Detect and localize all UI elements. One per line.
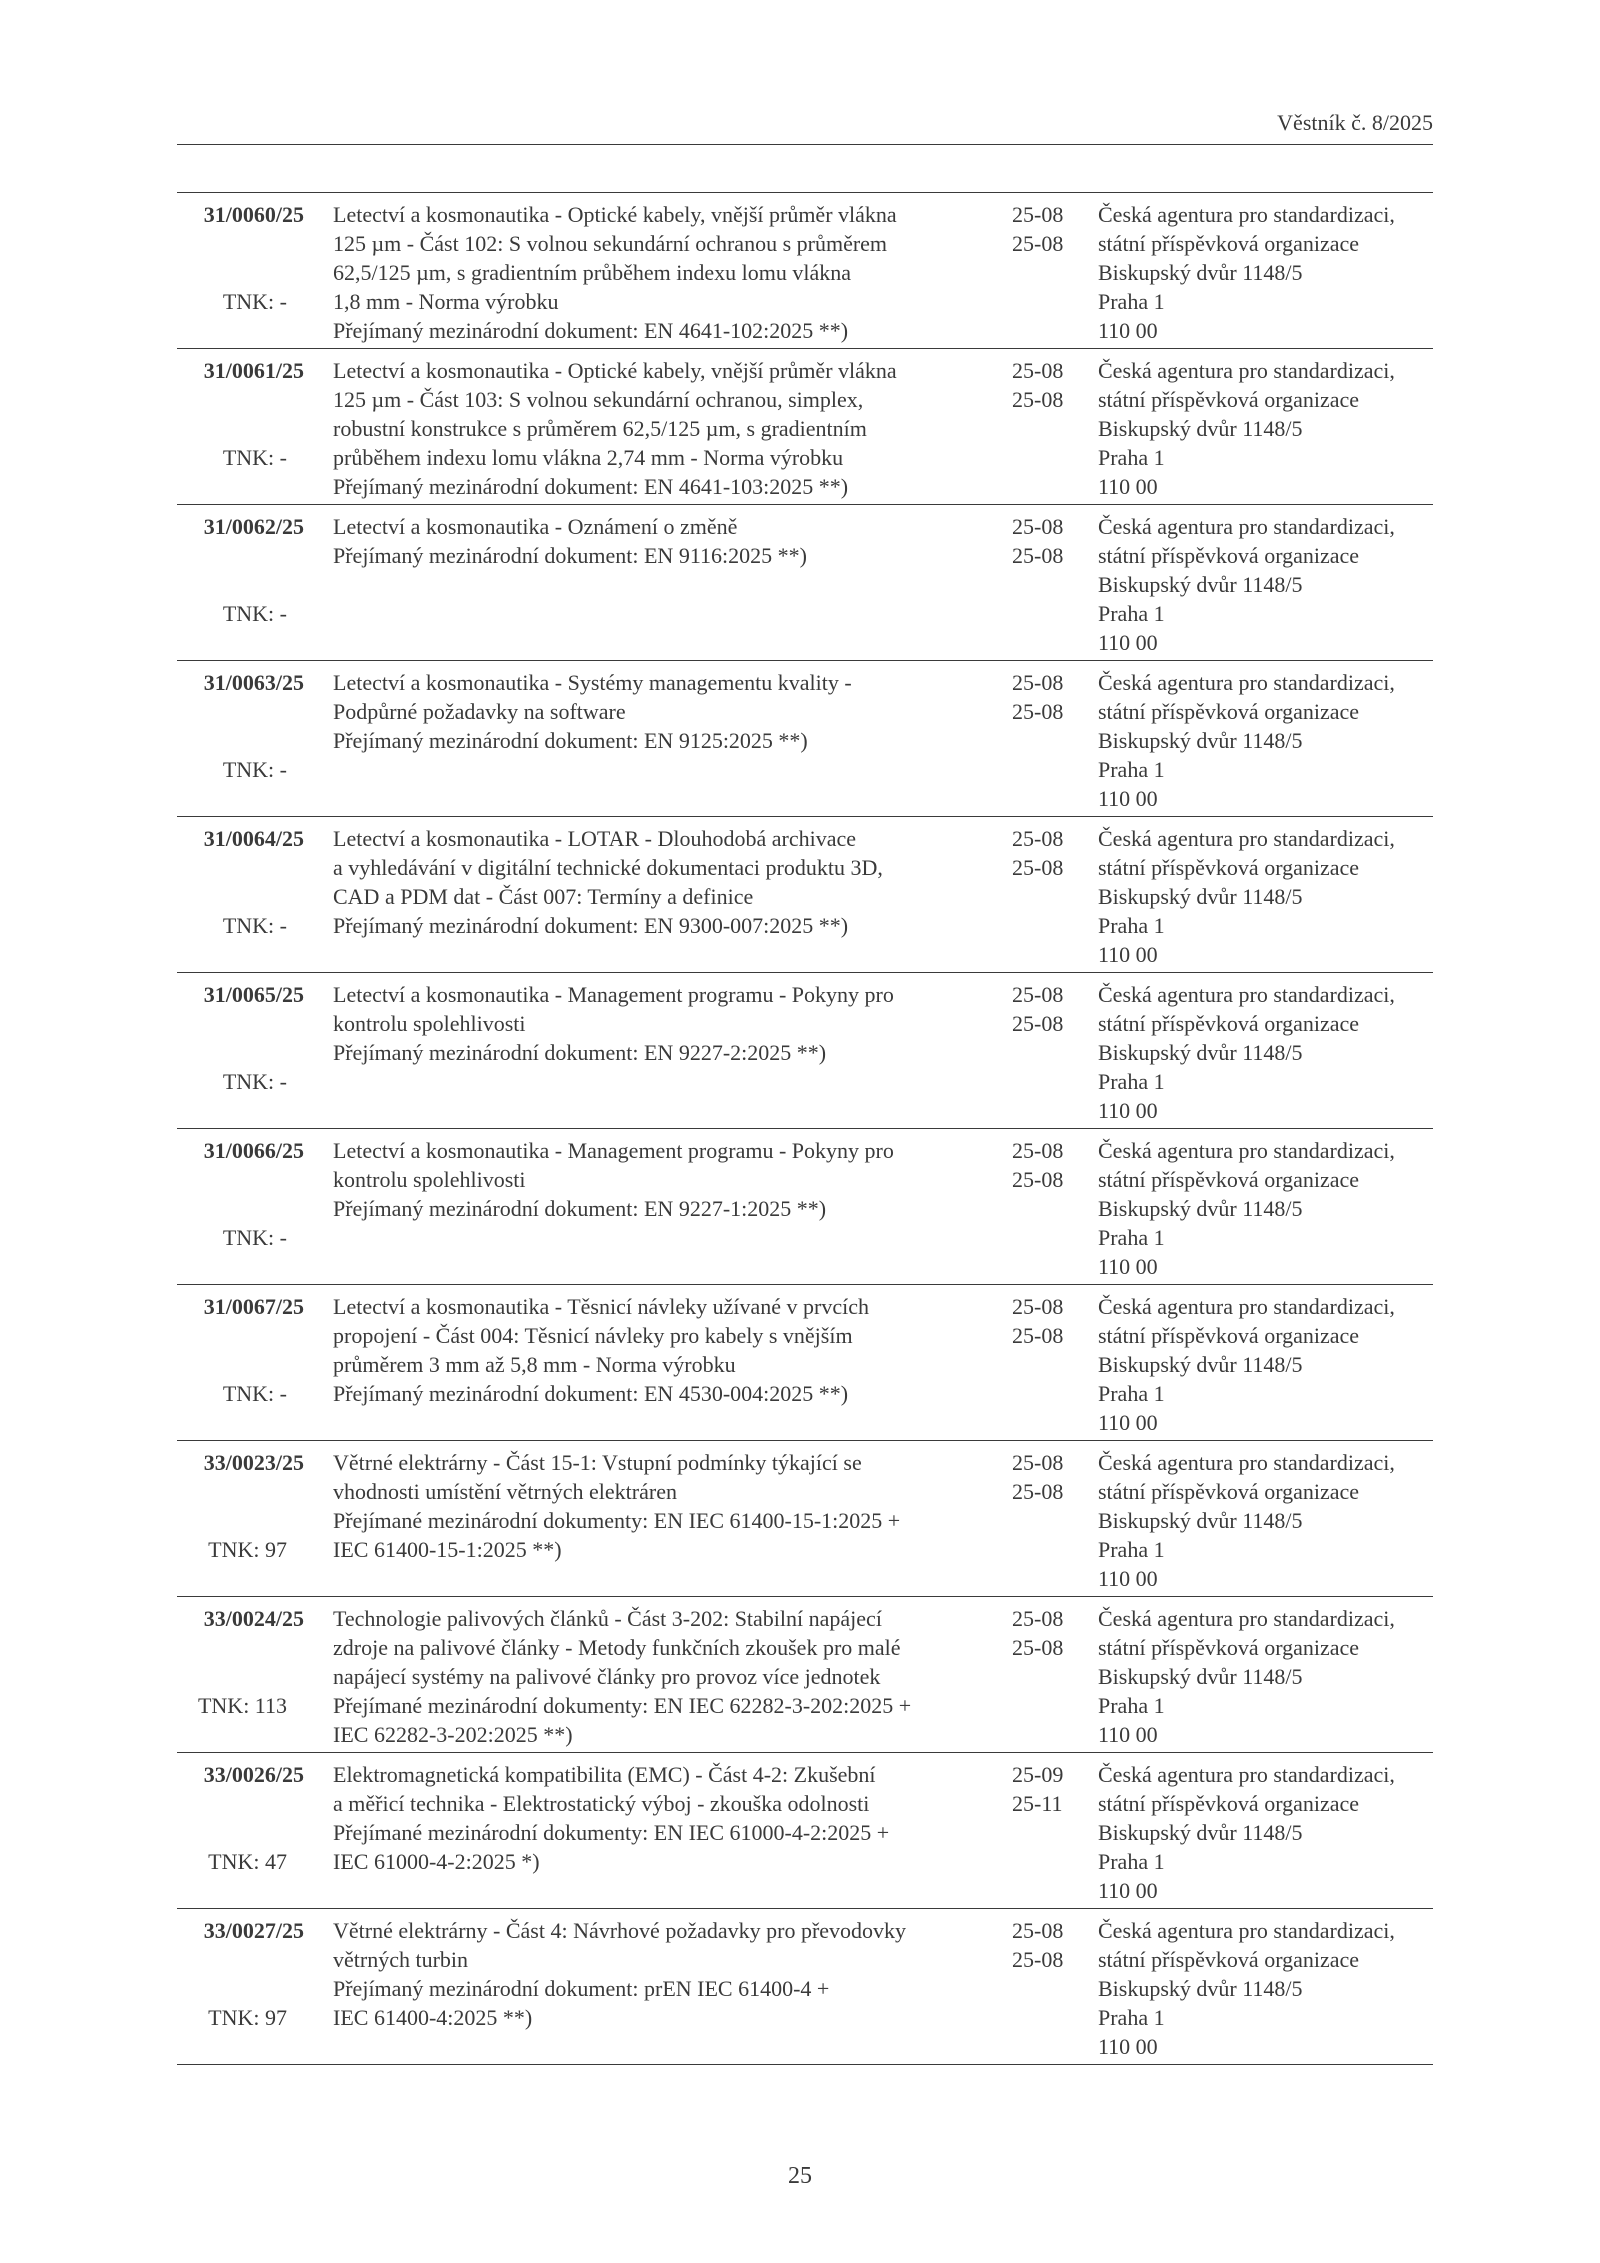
address-line: 110 00 [1098,1098,1158,1123]
address-line: Praha 1 [1098,757,1165,782]
title-line: vhodnosti umístění větrných elektráren [333,1479,677,1504]
title-line: průběhem indexu lomu vlákna 2,74 mm - Norma výrobku [333,445,844,470]
standard-title [333,1448,993,1564]
address-line: Česká agentura pro standardizaci, [1098,1918,1395,1943]
date-value: 25-08 [1012,1606,1064,1631]
dates [1012,356,1092,414]
date-value: 25-08 [1012,1947,1064,1972]
title-line: propojení - Část 004: Těsnicí návleky pro kabely s vnějším [333,1323,853,1348]
address-line: Česká agentura pro standardizaci, [1098,670,1395,695]
address-line: Česká agentura pro standardizaci, [1098,1606,1395,1631]
title-line: zdroje na palivové články - Metody funkčních zkoušek pro malé [333,1635,901,1660]
address-line: Česká agentura pro standardizaci, [1098,982,1395,1007]
table-row [177,505,1433,661]
date-value: 25-08 [1012,855,1064,880]
address-line: státní příspěvková organizace [1098,699,1360,724]
address-line: Česká agentura pro standardizaci, [1098,202,1395,227]
address-line: 110 00 [1098,630,1158,655]
address-line: státní příspěvková organizace [1098,1947,1360,1972]
title-line: Letectví a kosmonautika - Systémy managementu kvality - [333,670,852,695]
standard-code: 33/0026/25 [203,1762,304,1787]
table-row [177,1285,1433,1441]
date-value: 25-08 [1012,202,1064,227]
address-line: 110 00 [1098,1878,1158,1903]
standard-title [333,1136,993,1223]
tnk-number: TNK: - [222,601,287,626]
standard-code: 31/0066/25 [203,1138,304,1163]
title-line: IEC 61400-4:2025 **) [333,2005,533,2030]
dates [1012,1604,1092,1662]
tnk-number: TNK: 97 [208,2005,287,2030]
title-line: Letectví a kosmonautika - Optické kabely, vnější průměr vlákna [333,358,897,383]
title-line: CAD a PDM dat - Část 007: Termíny a definice [333,884,754,909]
title-line: Přejímaný mezinárodní dokument: EN 9227-2:2025 **) [333,1040,827,1065]
bulletin-title: Věstník č. 8/2025 [1277,110,1433,135]
address-line: Biskupský dvůr 1148/5 [1098,1664,1303,1689]
title-line: Větrné elektrárny - Část 4: Návrhové požadavky pro převodovky [333,1918,907,1943]
address-line: státní příspěvková organizace [1098,543,1360,568]
address-line: Česká agentura pro standardizaci, [1098,1138,1395,1163]
standard-code: 31/0064/25 [203,826,304,851]
dates [1012,1136,1092,1194]
address-line: Biskupský dvůr 1148/5 [1098,1508,1303,1533]
address-line: Praha 1 [1098,445,1165,470]
address-line: státní příspěvková organizace [1098,1323,1360,1348]
standard-title [333,668,993,755]
standard-code: 31/0062/25 [203,514,304,539]
address-line: Praha 1 [1098,1225,1165,1250]
tnk-number: TNK: - [222,1225,287,1250]
date-value: 25-08 [1012,543,1064,568]
date-value: 25-08 [1012,1167,1064,1192]
title-line: Přejímané mezinárodní dokumenty: EN IEC 62282-3-202:2025 + [333,1693,912,1718]
standard-code: 31/0061/25 [203,358,304,383]
title-line: IEC 61000-4-2:2025 *) [333,1849,540,1874]
standard-code: 33/0023/25 [203,1450,304,1475]
address-line: Česká agentura pro standardizaci, [1098,358,1395,383]
address-line: 110 00 [1098,786,1158,811]
date-value: 25-08 [1012,1918,1064,1943]
dates [1012,512,1092,570]
tnk-number: TNK: - [222,289,287,314]
standard-title [333,980,993,1067]
date-value: 25-08 [1012,1479,1064,1504]
title-line: napájecí systémy na palivové články pro provoz více jednotek [333,1664,881,1689]
table-row [177,661,1433,817]
dates [1012,980,1092,1038]
title-line: Přejímaný mezinárodní dokument: EN 9227-1:2025 **) [333,1196,827,1221]
dates [1012,1292,1092,1350]
address-line: Česká agentura pro standardizaci, [1098,514,1395,539]
table-row [177,1441,1433,1597]
organization-address [1098,1760,1438,1905]
address-line: Praha 1 [1098,2005,1165,2030]
address-line: 110 00 [1098,1566,1158,1591]
title-line: 62,5/125 µm, s gradientním průběhem indexu lomu vlákna [333,260,851,285]
date-value: 25-08 [1012,514,1064,539]
dates [1012,1760,1092,1818]
title-line: a vyhledávání v digitální technické dokumentaci produktu 3D, [333,855,883,880]
standard-title [333,1916,993,2032]
title-line: Přejímaný mezinárodní dokument: EN 4641-103:2025 **) [333,474,849,499]
title-line: Přejímané mezinárodní dokumenty: EN IEC 61000-4-2:2025 + [333,1820,890,1845]
title-line: 125 µm - Část 103: S volnou sekundární ochranou, simplex, [333,387,864,412]
title-line: Letectví a kosmonautika - Management programu - Pokyny pro [333,982,894,1007]
address-line: státní příspěvková organizace [1098,1011,1360,1036]
standards-table [177,192,1433,2065]
standard-code: 31/0065/25 [203,982,304,1007]
address-line: Biskupský dvůr 1148/5 [1098,884,1303,909]
date-value: 25-09 [1012,1762,1064,1787]
address-line: 110 00 [1098,942,1158,967]
address-line: Biskupský dvůr 1148/5 [1098,1196,1303,1221]
organization-address [1098,1916,1438,2061]
standard-code: 33/0027/25 [203,1918,304,1943]
address-line: Česká agentura pro standardizaci, [1098,1762,1395,1787]
standard-title [333,824,993,940]
title-line: větrných turbin [333,1947,469,1972]
date-value: 25-08 [1012,982,1064,1007]
tnk-number: TNK: 113 [197,1693,287,1718]
title-line: Přejímaný mezinárodní dokument: EN 4641-102:2025 **) [333,318,849,343]
title-line: Přejímané mezinárodní dokumenty: EN IEC 61400-15-1:2025 + [333,1508,901,1533]
dates [1012,200,1092,258]
date-value: 25-08 [1012,1138,1064,1163]
table-row [177,1129,1433,1285]
organization-address [1098,1136,1438,1281]
title-line: IEC 62282-3-202:2025 **) [333,1722,573,1747]
address-line: státní příspěvková organizace [1098,231,1360,256]
table-row [177,817,1433,973]
address-line: 110 00 [1098,1254,1158,1279]
organization-address [1098,668,1438,813]
organization-address [1098,824,1438,969]
address-line: 110 00 [1098,318,1158,343]
standard-title [333,200,993,345]
tnk-number: TNK: - [222,757,287,782]
address-line: Praha 1 [1098,289,1165,314]
standard-title [333,512,993,570]
organization-address [1098,356,1438,501]
title-line: kontrolu spolehlivosti [333,1011,526,1036]
address-line: Praha 1 [1098,1069,1165,1094]
address-line: Praha 1 [1098,913,1165,938]
date-value: 25-08 [1012,387,1064,412]
address-line: 110 00 [1098,2034,1158,2059]
table-row [177,1909,1433,2065]
tnk-number: TNK: 97 [208,1537,287,1562]
address-line: Česká agentura pro standardizaci, [1098,826,1395,851]
title-line: 125 µm - Část 102: S volnou sekundární ochranou s průměrem [333,231,888,256]
title-line: Technologie palivových článků - Část 3-202: Stabilní napájecí [333,1606,882,1631]
address-line: Česká agentura pro standardizaci, [1098,1450,1395,1475]
date-value: 25-11 [1012,1791,1063,1816]
tnk-number: TNK: - [222,913,287,938]
title-line: Větrné elektrárny - Část 15-1: Vstupní podmínky týkající se [333,1450,862,1475]
title-line: robustní konstrukce s průměrem 62,5/125 µm, s gradientním [333,416,867,441]
address-line: státní příspěvková organizace [1098,1167,1360,1192]
title-line: 1,8 mm - Norma výrobku [333,289,559,314]
organization-address [1098,1604,1438,1749]
organization-address [1098,1292,1438,1437]
address-line: státní příspěvková organizace [1098,387,1360,412]
page-number: 25 [788,2163,812,2189]
address-line: Biskupský dvůr 1148/5 [1098,1040,1303,1065]
table-row [177,193,1433,349]
standard-title [333,1760,993,1876]
address-line: Praha 1 [1098,1849,1165,1874]
address-line: Praha 1 [1098,1381,1165,1406]
title-line: Přejímaný mezinárodní dokument: prEN IEC 61400-4 + [333,1976,830,2001]
tnk-number: TNK: 47 [208,1849,287,1874]
title-line: IEC 61400-15-1:2025 **) [333,1537,562,1562]
address-line: Biskupský dvůr 1148/5 [1098,1352,1303,1377]
date-value: 25-08 [1012,1635,1064,1660]
title-line: Přejímaný mezinárodní dokument: EN 4530-004:2025 **) [333,1381,849,1406]
address-line: Praha 1 [1098,1693,1165,1718]
title-line: Přejímaný mezinárodní dokument: EN 9116:2025 **) [333,543,807,568]
address-line: Biskupský dvůr 1148/5 [1098,1820,1303,1845]
date-value: 25-08 [1012,670,1064,695]
standard-code: 31/0060/25 [203,202,304,227]
address-line: 110 00 [1098,1410,1158,1435]
dates [1012,824,1092,882]
address-line: státní příspěvková organizace [1098,1635,1360,1660]
title-line: Letectví a kosmonautika - LOTAR - Dlouhodobá archivace [333,826,857,851]
date-value: 25-08 [1012,1011,1064,1036]
organization-address [1098,1448,1438,1593]
date-value: 25-08 [1012,231,1064,256]
title-line: Přejímaný mezinárodní dokument: EN 9300-007:2025 **) [333,913,849,938]
title-line: Letectví a kosmonautika - Optické kabely, vnější průměr vlákna [333,202,897,227]
title-line: Letectví a kosmonautika - Management programu - Pokyny pro [333,1138,894,1163]
table-row [177,1753,1433,1909]
address-line: Česká agentura pro standardizaci, [1098,1294,1395,1319]
date-value: 25-08 [1012,1294,1064,1319]
date-value: 25-08 [1012,826,1064,851]
standard-title [333,356,993,501]
address-line: Praha 1 [1098,1537,1165,1562]
organization-address [1098,980,1438,1125]
address-line: Biskupský dvůr 1148/5 [1098,728,1303,753]
standard-title [333,1292,993,1408]
date-value: 25-08 [1012,699,1064,724]
dates [1012,1916,1092,1974]
address-line: Biskupský dvůr 1148/5 [1098,416,1303,441]
dates [1012,1448,1092,1506]
address-line: státní příspěvková organizace [1098,1791,1360,1816]
standard-code: 33/0024/25 [203,1606,304,1631]
standard-title [333,1604,993,1749]
address-line: státní příspěvková organizace [1098,1479,1360,1504]
address-line: Biskupský dvůr 1148/5 [1098,572,1303,597]
page-header [177,112,1433,145]
address-line: Praha 1 [1098,601,1165,626]
standard-code: 31/0063/25 [203,670,304,695]
organization-address [1098,200,1438,345]
table-row [177,1597,1433,1753]
tnk-number: TNK: - [222,1069,287,1094]
address-line: Biskupský dvůr 1148/5 [1098,260,1303,285]
title-line: průměrem 3 mm až 5,8 mm - Norma výrobku [333,1352,736,1377]
title-line: kontrolu spolehlivosti [333,1167,526,1192]
standard-code: 31/0067/25 [203,1294,304,1319]
table-row [177,349,1433,505]
date-value: 25-08 [1012,1450,1064,1475]
address-line: 110 00 [1098,474,1158,499]
table-row [177,973,1433,1129]
tnk-number: TNK: - [222,445,287,470]
title-line: Letectví a kosmonautika - Oznámení o změně [333,514,738,539]
address-line: Biskupský dvůr 1148/5 [1098,1976,1303,2001]
title-line: Letectví a kosmonautika - Těsnicí návleky užívané v prvcích [333,1294,869,1319]
title-line: Přejímaný mezinárodní dokument: EN 9125:2025 **) [333,728,808,753]
title-line: Podpůrné požadavky na software [333,699,626,724]
tnk-number: TNK: - [222,1381,287,1406]
title-line: Elektromagnetická kompatibilita (EMC) - Část 4-2: Zkušební [333,1762,876,1787]
date-value: 25-08 [1012,358,1064,383]
dates [1012,668,1092,726]
address-line: státní příspěvková organizace [1098,855,1360,880]
date-value: 25-08 [1012,1323,1064,1348]
title-line: a měřicí technika - Elektrostatický výboj - zkouška odolnosti [333,1791,870,1816]
address-line: 110 00 [1098,1722,1158,1747]
organization-address [1098,512,1438,657]
